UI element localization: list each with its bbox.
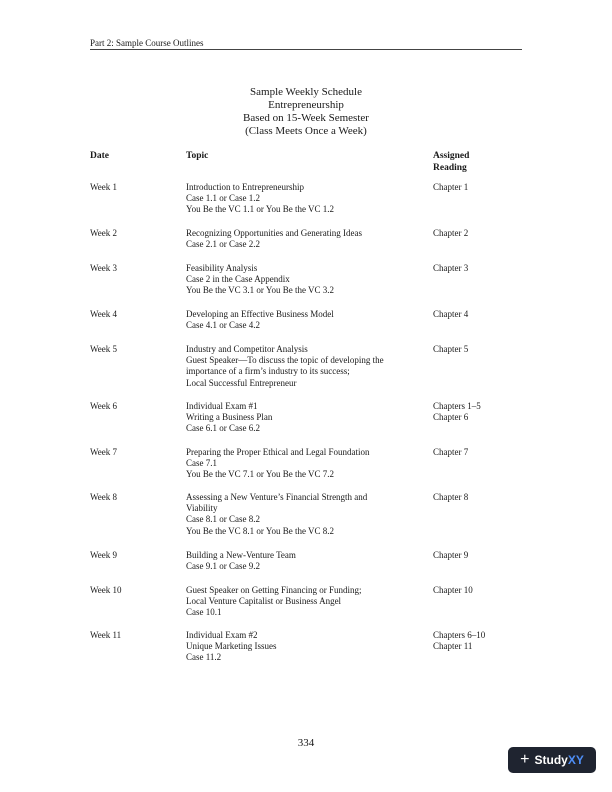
reading-line: Chapter 6 <box>433 412 469 423</box>
topic-line: Building a New-Venture Team <box>186 550 296 560</box>
row-date: Week 5 <box>90 344 118 354</box>
topic-line: Local Venture Capitalist or Business Angel <box>186 596 342 607</box>
topic-line: Individual Exam #2 <box>186 630 258 640</box>
topic-line: Viability <box>186 503 218 514</box>
reading-line: Chapter 1 <box>433 182 469 192</box>
row-topic <box>186 492 418 537</box>
page-number: 334 <box>297 737 315 749</box>
topic-line: Case 4.1 or Case 4.2 <box>186 320 260 331</box>
row-reading <box>433 228 468 239</box>
row-topic <box>186 228 418 250</box>
row-topic <box>186 550 418 572</box>
row-reading <box>433 344 468 355</box>
topic-line: Case 9.1 or Case 9.2 <box>186 561 260 572</box>
reading-line: Chapter 10 <box>433 585 473 595</box>
topic-line: Unique Marketing Issues <box>186 641 277 652</box>
topic-line: You Be the VC 7.1 or You Be the VC 7.2 <box>186 469 335 480</box>
row-reading <box>433 309 468 320</box>
reading-line: Chapters 1–5 <box>433 401 481 411</box>
row-date: Week 7 <box>90 447 118 457</box>
row-date: Week 11 <box>90 630 122 640</box>
row-date: Week 4 <box>90 309 118 319</box>
reading-line: Chapters 6–10 <box>433 630 486 640</box>
column-header-reading <box>433 150 469 174</box>
title-line-3: Based on 15-Week Semester <box>243 112 369 124</box>
row-date: Week 9 <box>90 550 118 560</box>
title-line-4: (Class Meets Once a Week) <box>245 125 367 137</box>
row-topic <box>186 630 418 664</box>
topic-line: Case 10.1 <box>186 607 222 618</box>
topic-line: Case 7.1 <box>186 458 217 469</box>
reading-line: Chapter 7 <box>433 447 469 457</box>
topic-line: Developing an Effective Business Model <box>186 309 334 319</box>
topic-line: Feasibility Analysis <box>186 263 258 273</box>
topic-line: Case 2.1 or Case 2.2 <box>186 239 260 250</box>
topic-line: You Be the VC 3.1 or You Be the VC 3.2 <box>186 285 335 296</box>
running-header: Part 2: Sample Course Outlines <box>90 38 522 50</box>
row-date: Week 8 <box>90 492 118 502</box>
watermark-suffix: XY <box>567 753 584 767</box>
row-reading <box>433 401 481 423</box>
row-reading <box>433 263 468 274</box>
row-date: Week 1 <box>90 182 118 192</box>
topic-line: Case 11.2 <box>186 652 222 663</box>
row-topic <box>186 309 418 331</box>
schedule-title <box>0 86 612 138</box>
reading-line: Chapter 5 <box>433 344 469 354</box>
row-reading <box>433 630 485 652</box>
topic-line: Case 8.1 or Case 8.2 <box>186 514 260 525</box>
topic-line: Recognizing Opportunities and Generating Ideas <box>186 228 362 238</box>
studyxy-watermark <box>508 747 596 773</box>
topic-line: Assessing a New Venture’s Financial Strength and <box>186 492 368 502</box>
watermark-text <box>534 753 583 767</box>
title-line-2: Entrepreneurship <box>268 99 344 111</box>
row-reading <box>433 447 468 458</box>
topic-line: Guest Speaker—To discuss the topic of developing the <box>186 355 384 366</box>
row-reading <box>433 550 468 561</box>
watermark-prefix: Study <box>534 753 568 767</box>
topic-line: Preparing the Proper Ethical and Legal Foundation <box>186 447 370 457</box>
row-reading <box>433 182 468 193</box>
topic-line: Introduction to Entrepreneurship <box>186 182 304 192</box>
row-topic <box>186 447 418 481</box>
topic-line: Case 2 in the Case Appendix <box>186 274 290 285</box>
row-topic <box>186 182 418 216</box>
row-topic <box>186 401 418 435</box>
topic-line: Case 1.1 or Case 1.2 <box>186 193 260 204</box>
row-topic <box>186 263 418 297</box>
title-line-1: Sample Weekly Schedule <box>250 86 362 98</box>
column-header-date: Date <box>90 151 109 161</box>
topic-line: You Be the VC 1.1 or You Be the VC 1.2 <box>186 204 335 215</box>
topic-line: You Be the VC 8.1 or You Be the VC 8.2 <box>186 525 335 536</box>
row-reading <box>433 585 473 596</box>
row-date: Week 3 <box>90 263 118 273</box>
topic-line: Guest Speaker on Getting Financing or Funding; <box>186 585 362 595</box>
row-date: Week 6 <box>90 401 118 411</box>
topic-line: Case 6.1 or Case 6.2 <box>186 423 260 434</box>
row-topic <box>186 344 418 389</box>
reading-line: Chapter 2 <box>433 228 469 238</box>
row-date: Week 2 <box>90 228 118 238</box>
topic-line: importance of a firm’s industry to its success; <box>186 366 350 377</box>
topic-line: Individual Exam #1 <box>186 401 258 411</box>
reading-line: Chapter 11 <box>433 641 473 652</box>
column-header-topic: Topic <box>186 151 209 161</box>
plus-icon: + <box>520 751 530 768</box>
reading-line: Chapter 4 <box>433 309 469 319</box>
reading-line: Chapter 8 <box>433 492 469 502</box>
topic-line: Local Successful Entrepreneur <box>186 377 297 388</box>
column-header-reading-line-1: Assigned <box>433 151 470 161</box>
reading-line: Chapter 3 <box>433 263 469 273</box>
topic-line: Industry and Competitor Analysis <box>186 344 308 354</box>
column-header-reading-line-2: Reading <box>433 163 467 173</box>
row-topic <box>186 585 418 619</box>
topic-line: Writing a Business Plan <box>186 412 273 423</box>
row-date: Week 10 <box>90 585 122 595</box>
reading-line: Chapter 9 <box>433 550 469 560</box>
row-reading <box>433 492 468 503</box>
